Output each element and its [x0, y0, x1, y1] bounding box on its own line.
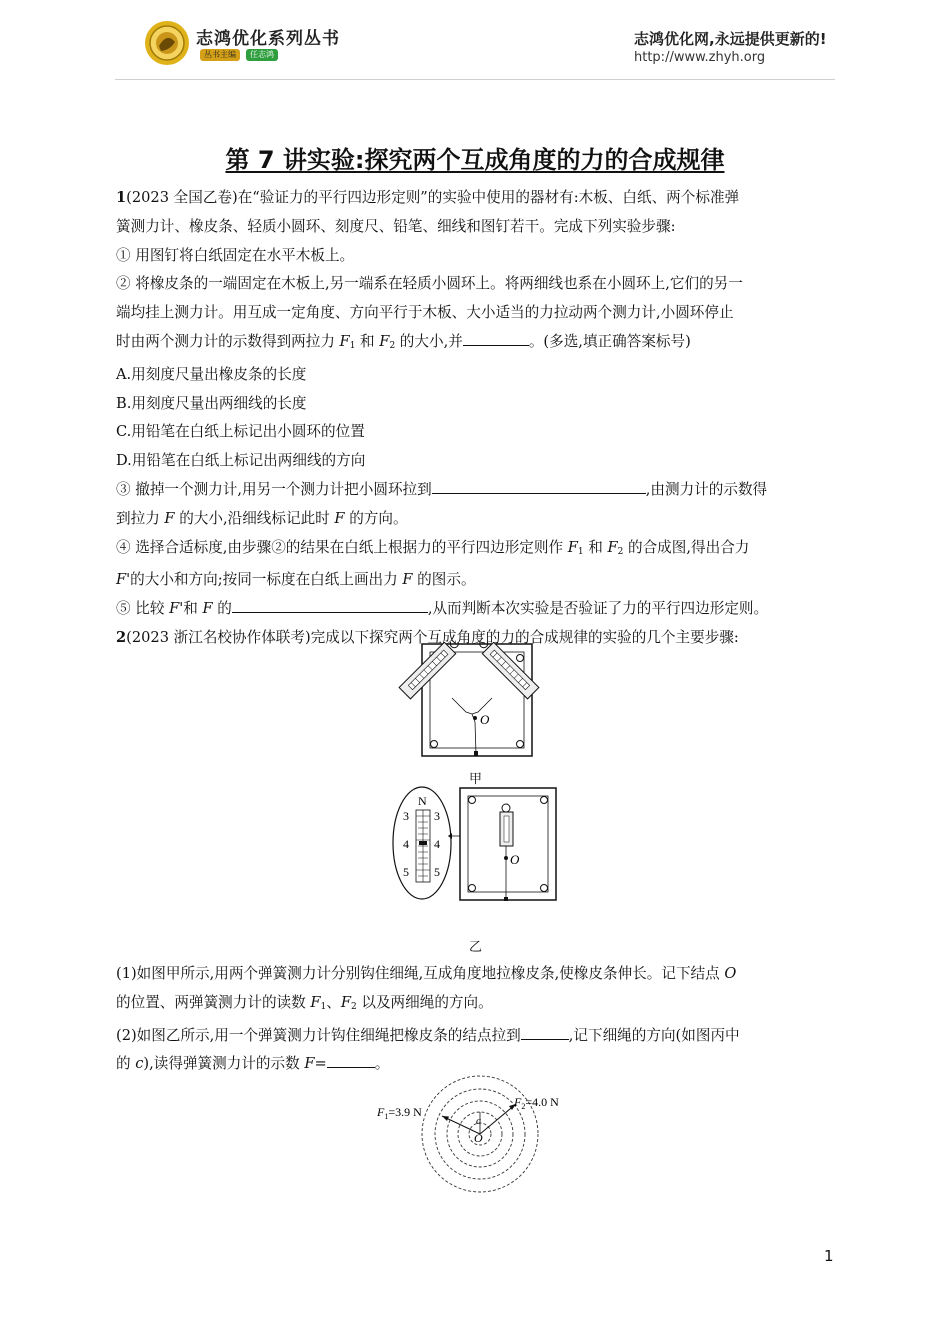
q2-part2-line1: (2)如图乙所示,用一个弹簧测力计钩住细绳把橡皮条的结点拉到 ,记下细绳的方向(如图丙中: [116, 1022, 834, 1051]
figure-yi: [390, 784, 560, 906]
brand-name: 志鸿优化系列丛书: [196, 29, 340, 49]
q1-step4-line1: ④ 选择合适标度,由步骤②的结果在白纸上根据力的平行四边形定则作 $F_1$ 和 $F_2$ 的合成图,得出合力: [116, 538, 750, 557]
q1-option-a: A.用刻度尺量出橡皮条的长度: [116, 365, 307, 383]
q2-part2-line2: 的 c),读得弹簧测力计的示数 F= 。: [116, 1050, 834, 1079]
q2-part1-line2: 的位置、两弹簧测力计的读数 $F_1$、$F_2$ 以及两细绳的方向。: [116, 993, 493, 1012]
answer-blank-1[interactable]: [463, 329, 529, 346]
f2-label: $F_2=4.0$ N: [514, 1095, 559, 1111]
q1-option-d: D.用铅笔在白纸上标记出两细线的方向: [116, 452, 366, 470]
editor-label: 丛书主编: [200, 49, 240, 61]
page-header: [0, 0, 950, 80]
header-url[interactable]: http://www.zhyh.org: [634, 50, 766, 65]
svg-text:5: 5: [403, 865, 409, 879]
question-content: [116, 184, 834, 653]
q1-step1: ① 用图钉将白纸固定在水平木板上。: [116, 246, 355, 264]
figure-jia-caption: 甲: [469, 772, 483, 787]
answer-blank-4[interactable]: [521, 1023, 569, 1040]
svg-text:5: 5: [434, 865, 440, 879]
q2-intro: 2(2023 浙江名校协作体联考)完成以下探究两个互成角度的力的合成规律的实验的几个主要步骤:: [116, 628, 739, 646]
q1-step3-line2: 到拉力 F 的大小,沿细线标记此时 F 的方向。: [116, 509, 408, 527]
scale-unit-n: N: [418, 794, 427, 808]
editor-name: 任志鸿: [246, 49, 278, 61]
q1-step2-line1: ② 将橡皮条的一端固定在木板上,另一端系在轻质小圆环上。将两细线也系在小圆环上,它们的另一: [116, 275, 743, 293]
q1-step2-line3: 时由两个测力计的示数得到两拉力 $F_1$ 和 $F_2$ 的大小,并 。(多选,填正确答案标号): [116, 328, 834, 361]
q1-intro-line2: 簧测力计、橡皮条、轻质小圆环、刻度尺、铅笔、细线和图钉若干。完成下列实验步骤:: [116, 217, 676, 235]
q2-subparts: [116, 960, 834, 1079]
header-divider: [115, 79, 835, 80]
header-slogan: 志鸿优化网,永远提供更新的!: [634, 30, 827, 48]
figure-yi-caption: 乙: [469, 940, 483, 955]
q1-option-c: C.用铅笔在白纸上标记出小圆环的位置: [116, 423, 365, 441]
figure-bing-point-o: O: [474, 1131, 483, 1145]
f1-label: $F_1=3.9$ N: [377, 1105, 422, 1121]
publisher-logo: [144, 20, 190, 66]
page-number: 1: [824, 1247, 834, 1265]
svg-text:4: 4: [403, 837, 409, 851]
figure-yi-point-o: O: [510, 852, 520, 867]
figure-bing: [376, 1072, 572, 1198]
q1-step4-line2: F'的大小和方向;按同一标度在白纸上画出力 F 的图示。: [116, 571, 476, 589]
q2-part1-line1: (1)如图甲所示,用两个弹簧测力计分别钩住细绳,互成角度地拉橡皮条,使橡皮条伸长。记下结点 O: [116, 965, 737, 982]
svg-text:4: 4: [434, 837, 440, 851]
svg-text:3: 3: [403, 809, 409, 823]
q1-step3-line1: ③ 撤掉一个测力计,用另一个测力计把小圆环拉到 ,由测力计的示数得: [116, 476, 834, 505]
q1-option-b: B.用刻度尺量出两细线的长度: [116, 394, 307, 412]
direction-label-c: c: [476, 1115, 481, 1127]
q1-intro-line1: 1(2023 全国乙卷)在“验证力的平行四边形定则”的实验中使用的器材有:木板、白纸、两个标准弹: [116, 189, 740, 206]
answer-blank-5[interactable]: [327, 1051, 375, 1068]
figure-jia: [388, 642, 564, 772]
q1-step5: ⑤ 比较 F'和 F 的 ,从而判断本次实验是否验证了力的平行四边形定则。: [116, 595, 834, 624]
page-title: 第 7 讲实验:探究两个互成角度的力的合成规律: [225, 146, 725, 174]
svg-text:3: 3: [434, 809, 440, 823]
answer-blank-2[interactable]: [432, 477, 646, 494]
answer-blank-3[interactable]: [232, 596, 428, 613]
figure-jia-point-o: O: [480, 712, 490, 727]
q1-step2-line2: 端均挂上测力计。用互成一定角度、方向平行于木板、大小适当的力拉动两个测力计,小圆环停止: [116, 304, 734, 322]
